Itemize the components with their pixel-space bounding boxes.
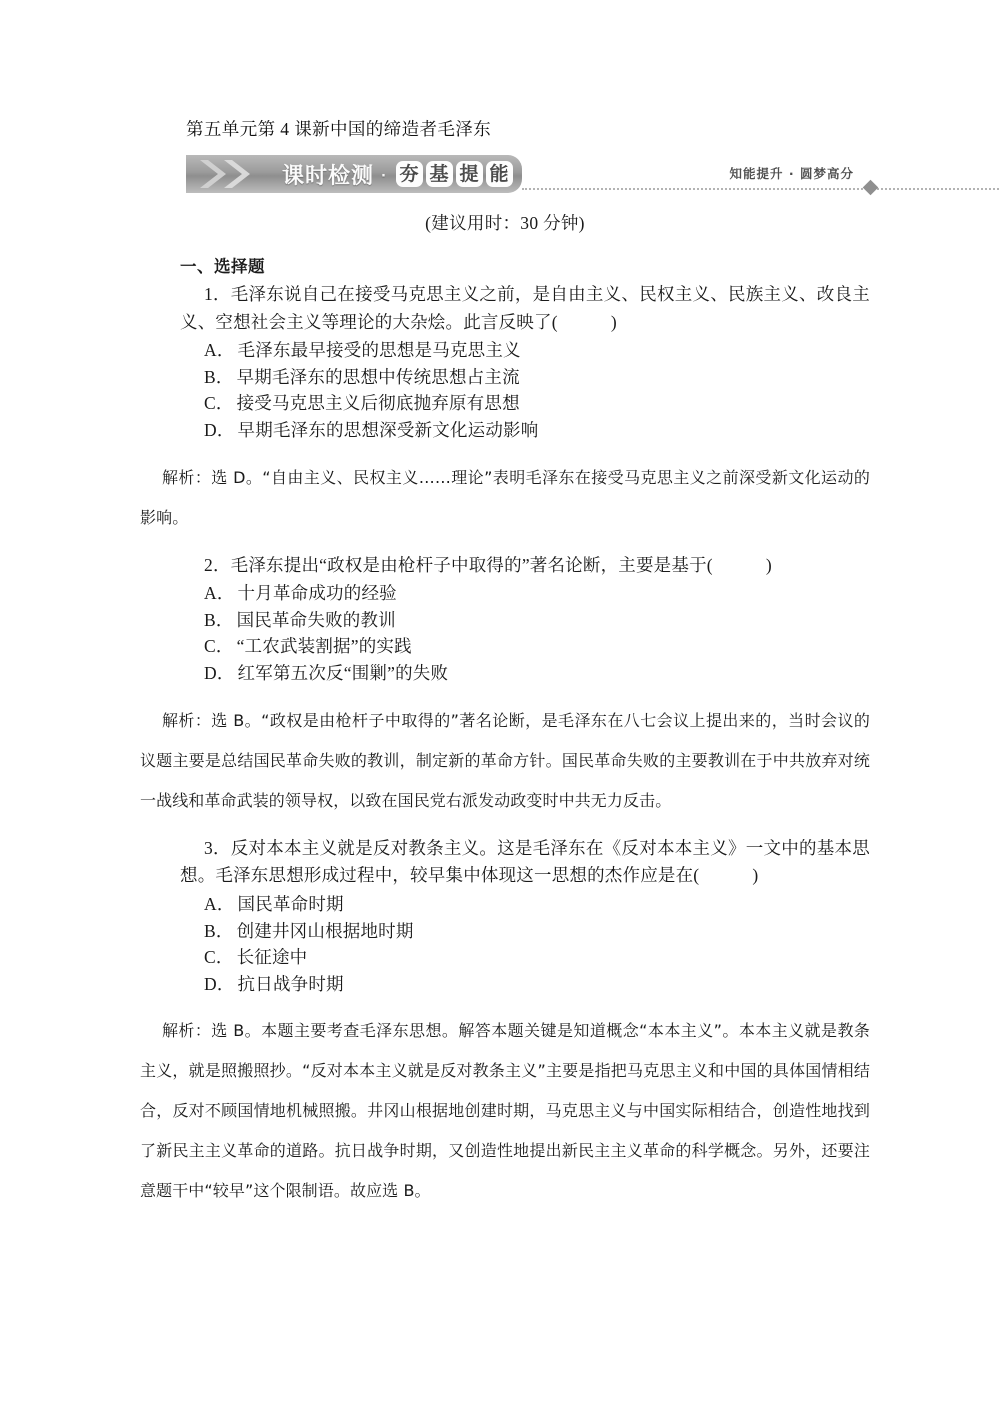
section-heading: 一、选择题: [180, 257, 265, 276]
option-label: A．: [204, 340, 235, 361]
question-option[interactable]: [204, 390, 870, 417]
section-banner: [186, 155, 886, 199]
option-label: D．: [204, 663, 235, 684]
option-label: C．: [204, 636, 234, 657]
option-label: B．: [204, 366, 234, 387]
boxed-char: 基: [426, 161, 453, 187]
banner-boxed-chars: [396, 161, 513, 187]
breadcrumb: 第五单元第 4 课新中国的缔造者毛泽东: [186, 119, 492, 139]
question-item: [140, 552, 870, 821]
question-option[interactable]: [204, 918, 870, 945]
boxed-char: 能: [486, 161, 513, 187]
option-label: B．: [204, 920, 234, 941]
option-text: 早期毛泽东的思想深受新文化运动影响: [237, 420, 539, 441]
option-label: D．: [204, 420, 235, 441]
question-stem: 2．毛泽东提出“政权是由枪杆子中取得的”著名论断，主要是基于( ): [204, 554, 772, 575]
question-option[interactable]: [204, 337, 870, 364]
banner-tagline: 知能提升 · 圆梦高分: [729, 166, 854, 181]
analysis-text: 解析：选 B。“政权是由枪杆子中取得的”著名论断，是毛泽东在八七会议上提出来的，当时会议的议题主要是总结国民革命失败的教训，制定新的革命方针。国民革命失败的主要教训在于中共放弃对统一战线和革命武装的领导权，以致在国民党右派发动政变时中共无力反击。: [140, 710, 870, 810]
question-option[interactable]: [204, 971, 870, 998]
diamond-icon: [863, 180, 879, 196]
option-label: C．: [204, 947, 234, 968]
double-chevron-icon: [198, 158, 272, 190]
question-stem: 3．反对本本主义就是反对教条主义。这是毛泽东在《反对本本主义》一文中的基本思想。毛泽东思想形成过程中，较早集中体现这一思想的杰作应是在( ): [180, 837, 870, 886]
option-label: A．: [204, 583, 235, 604]
option-text: 十月革命成功的经验: [237, 583, 397, 604]
question-item: [140, 281, 870, 538]
option-text: 接受马克思主义后彻底抛弃原有思想: [236, 393, 520, 414]
option-text: 早期毛泽东的思想中传统思想占主流: [236, 366, 520, 387]
option-text: 国民革命时期: [237, 893, 344, 914]
option-label: C．: [204, 393, 234, 414]
question-item: [140, 835, 870, 1212]
banner-dotted-rule: [522, 188, 1000, 190]
option-text: “工农武装割据”的实践: [236, 636, 412, 657]
question-option[interactable]: [204, 944, 870, 971]
option-text: 创建井冈山根据地时期: [236, 920, 414, 941]
analysis-text: 解析：选 D。“自由主义、民权主义……理论”表明毛泽东在接受马克思主义之前深受新文化运动的影响。: [140, 467, 870, 527]
analysis-text: 解析：选 B。本题主要考查毛泽东思想。解答本题关键是知道概念“本本主义”。本本主义就是教条主义，就是照搬照抄。“反对本本主义就是反对教条主义”主要是指把马克思主义和中国的具体国情相结合，反对不顾国情地机械照搬。井冈山根据地创建时期，马克思主义与中国实际相结合，创造性地找到了新民主主义革命的道路。抗日战争时期，又创造性地提出新民主主义革命的科学概念。另外，还要注意题干中“较早”这个限制语。故应选 B。: [140, 1021, 870, 1201]
option-label: D．: [204, 973, 235, 994]
question-option[interactable]: [204, 660, 870, 687]
option-text: 抗日战争时期: [237, 973, 344, 994]
question-option[interactable]: [204, 607, 870, 634]
option-text: 红军第五次反“围剿”的失败: [237, 663, 449, 684]
question-option[interactable]: [204, 580, 870, 607]
question-option[interactable]: [204, 891, 870, 918]
question-stem: 1．毛泽东说自己在接受马克思主义之前，是自由主义、民权主义、民族主义、改良主义、空想社会主义等理论的大杂烩。此言反映了( ): [180, 284, 870, 332]
question-analysis: [140, 701, 870, 821]
banner-title-plain: 课时检测: [282, 163, 375, 189]
option-label: A．: [204, 893, 235, 914]
question-option[interactable]: [204, 417, 870, 444]
option-text: 毛泽东最早接受的思想是马克思主义: [237, 340, 521, 361]
option-text: 国民革命失败的教训: [236, 609, 396, 630]
question-option[interactable]: [204, 364, 870, 391]
exercise-content: [140, 210, 870, 1225]
banner-separator: ·: [381, 168, 387, 184]
question-analysis: [140, 458, 870, 538]
question-option[interactable]: [204, 633, 870, 660]
question-analysis: [140, 1011, 870, 1211]
time-hint: (建议用时：30 分钟): [425, 213, 585, 233]
option-text: 长征途中: [236, 947, 308, 968]
boxed-char: 提: [456, 161, 483, 187]
boxed-char: 夯: [396, 161, 423, 187]
banner-title: [282, 157, 513, 191]
option-label: B．: [204, 609, 234, 630]
